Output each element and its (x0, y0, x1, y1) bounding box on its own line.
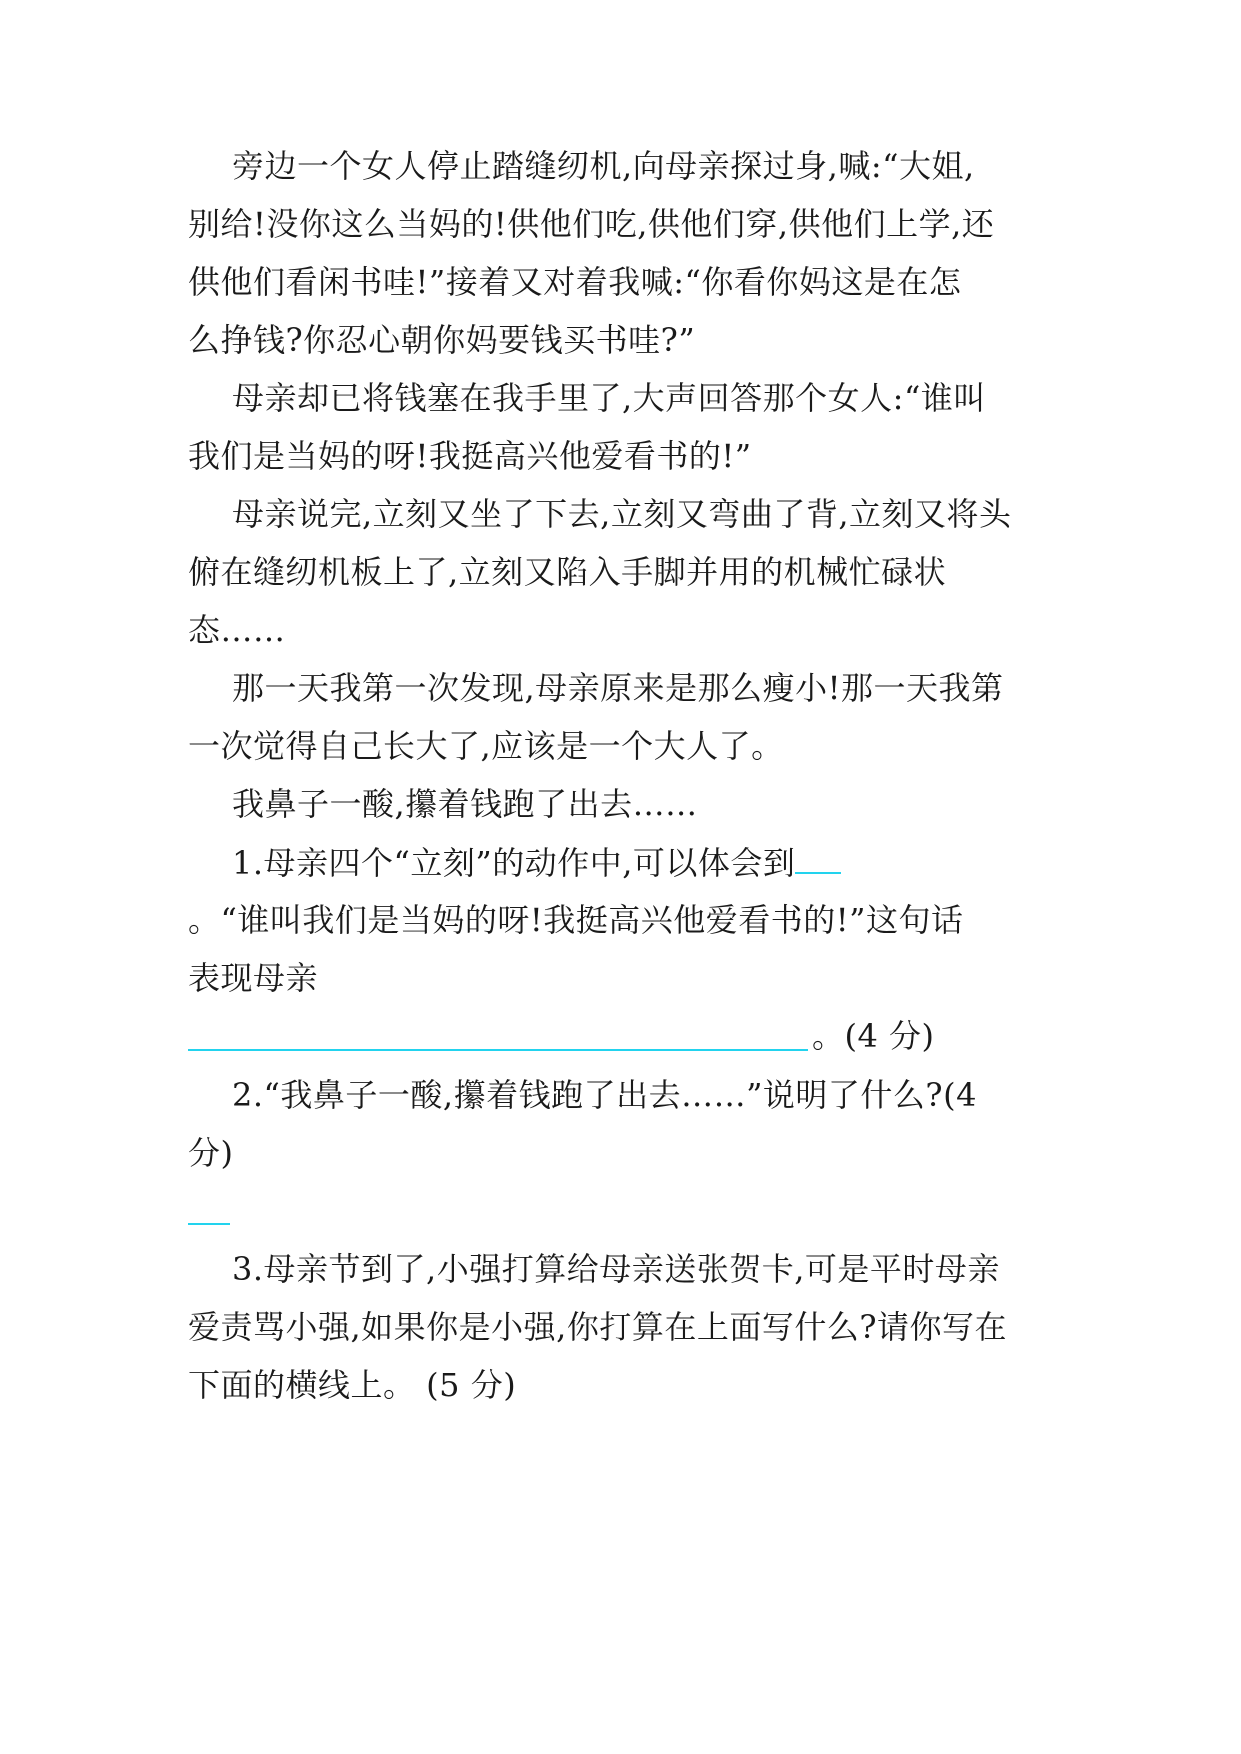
passage-p5-line1: 我鼻子一酸,攥着钱跑了出去…… (232, 785, 698, 823)
answer-blank-q1-a[interactable] (795, 842, 841, 874)
question-1-line2: 。“谁叫我们是当妈的呀!我挺高兴他爱看书的!”这句话 (188, 901, 964, 939)
passage-p2-line2: 我们是当妈的呀!我挺高兴他爱看书的!” (188, 437, 752, 475)
passage-p1-line1: 旁边一个女人停止踏缝纫机,向母亲探过身,喊:“大姐, (232, 147, 975, 185)
passage-p4-line2: 一次觉得自己长大了,应该是一个大人了。 (188, 727, 784, 765)
answer-line-q1-b[interactable] (188, 1049, 808, 1051)
passage-p2-line1: 母亲却已将钱塞在我手里了,大声回答那个女人:“谁叫 (232, 379, 986, 417)
passage-p3-line1: 母亲说完,立刻又坐了下去,立刻又弯曲了背,立刻又将头 (232, 495, 1012, 533)
passage-p1-line2: 别给!没你这么当妈的!供他们吃,供他们穿,供他们上学,还 (188, 205, 995, 243)
question-2-line1: 2.“我鼻子一酸,攥着钱跑了出去……”说明了什么?(4 (232, 1076, 977, 1114)
question-1-score: 。(4 分) (812, 1017, 935, 1055)
question-3-line1: 3.母亲节到了,小强打算给母亲送张贺卡,可是平时母亲 (232, 1250, 1000, 1288)
passage-p3-line2: 俯在缝纫机板上了,立刻又陷入手脚并用的机械忙碌状 (188, 553, 947, 591)
question-1-text: 1.母亲四个“立刻”的动作中,可以体会到 (232, 844, 796, 882)
passage-p1-line4: 么挣钱?你忍心朝你妈要钱买书哇?” (188, 321, 696, 359)
answer-line-q2[interactable] (188, 1223, 230, 1225)
question-1-line3: 表现母亲 (188, 959, 319, 997)
passage-p3-line3: 态…… (188, 611, 286, 649)
passage-p1-line3: 供他们看闲书哇!”接着又对着我喊:“你看你妈这是在怎 (188, 263, 962, 301)
question-3-line3: 下面的横线上。 (5 分) (188, 1366, 517, 1404)
question-1-line1 (232, 842, 841, 883)
question-2-line2: 分) (188, 1134, 234, 1172)
question-3-line2: 爱责骂小强,如果你是小强,你打算在上面写什么?请你写在 (188, 1308, 1008, 1346)
passage-p4-line1: 那一天我第一次发现,母亲原来是那么瘦小!那一天我第 (232, 669, 1004, 707)
